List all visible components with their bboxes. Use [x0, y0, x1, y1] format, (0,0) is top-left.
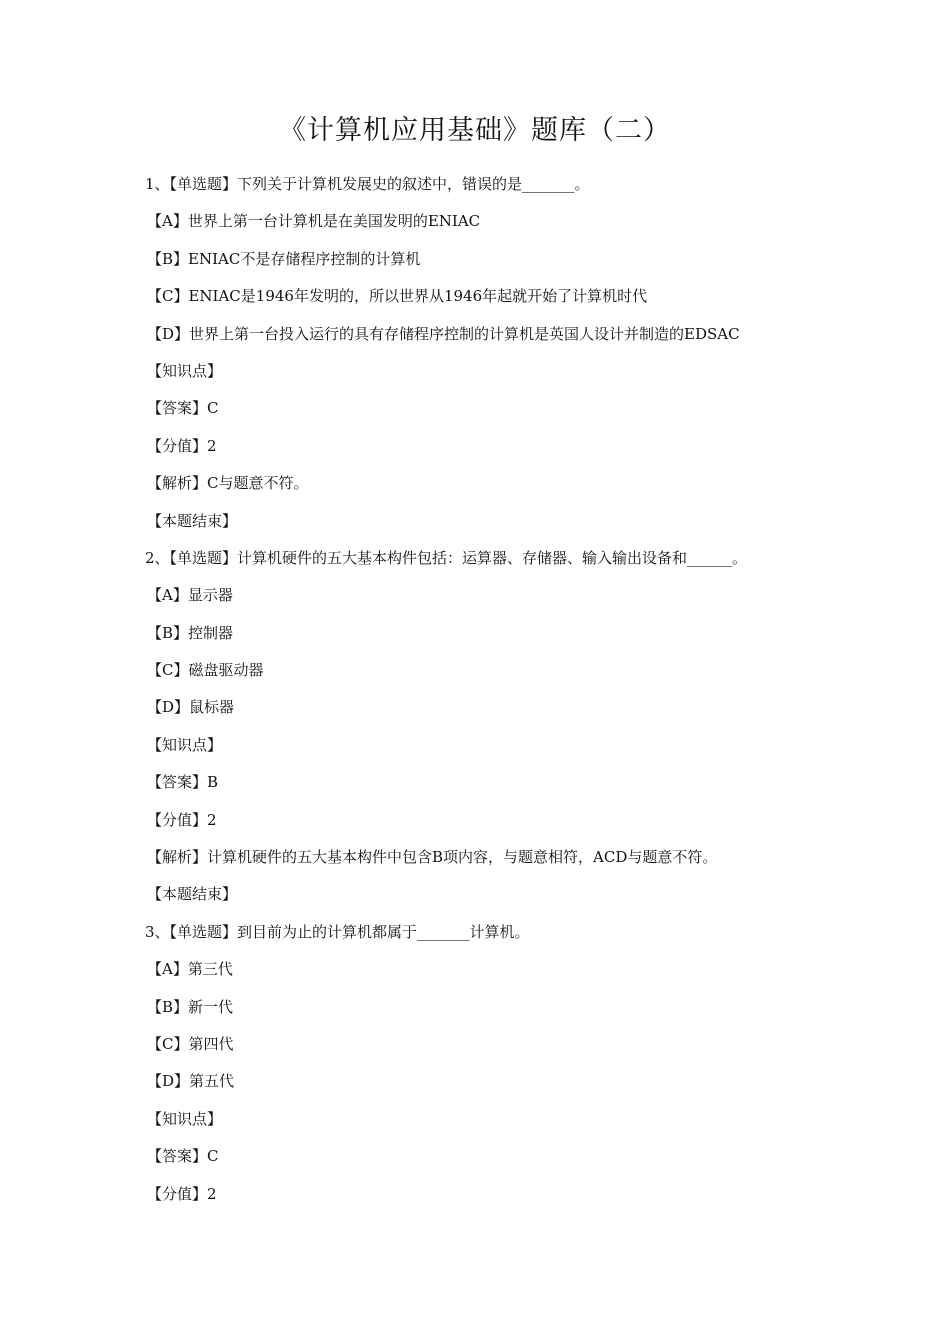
- option-a: 【A】世界上第一台计算机是在美国发明的ENIAC: [147, 212, 481, 231]
- option-d: 【D】鼠标器: [147, 698, 235, 717]
- question-stem: 3、【单选题】到目前为止的计算机都属于_______计算机。: [145, 922, 530, 941]
- answer: 【答案】B: [147, 773, 219, 792]
- question-stem: 1、【单选题】下列关于计算机发展史的叙述中，错误的是_______。: [145, 175, 590, 193]
- option-b: 【B】ENIAC不是存储程序控制的计算机: [147, 249, 421, 268]
- option-c: 【C】ENIAC是1946年发明的，所以世界从1946年起就开始了计算机时代: [147, 287, 648, 306]
- option-b: 【B】控制器: [147, 623, 234, 642]
- score: 【分值】2: [147, 1184, 217, 1203]
- question-end: 【本题结束】: [147, 885, 238, 904]
- option-d: 【D】世界上第一台投入运行的具有存储程序控制的计算机是英国人设计并制造的EDSAC: [147, 324, 740, 343]
- score: 【分值】2: [147, 810, 217, 829]
- answer: 【答案】C: [147, 1147, 219, 1166]
- score: 【分值】2: [147, 436, 217, 455]
- question-3: [145, 919, 905, 1218]
- question-list: [145, 171, 905, 1218]
- analysis: 【解析】计算机硬件的五大基本构件中包含B项内容，与题意相符，ACD与题意不符。: [147, 848, 718, 867]
- question-end: 【本题结束】: [147, 511, 238, 530]
- knowledge-point: 【知识点】: [147, 361, 223, 380]
- answer: 【答案】C: [147, 399, 219, 418]
- question-stem: 2、【单选题】计算机硬件的五大基本构件包括：运算器、存储器、输入输出设备和______。: [145, 548, 748, 567]
- knowledge-point: 【知识点】: [147, 1109, 223, 1128]
- analysis: 【解析】C与题意不符。: [147, 474, 309, 493]
- option-b: 【B】新一代: [147, 997, 234, 1016]
- option-c: 【C】磁盘驱动器: [147, 661, 264, 680]
- option-a: 【A】第三代: [147, 960, 233, 979]
- option-c: 【C】第四代: [147, 1034, 234, 1053]
- option-a: 【A】显示器: [147, 586, 233, 605]
- question-2: [145, 545, 905, 919]
- question-1: [145, 171, 905, 545]
- document-title: 《计算机应用基础》题库（二）: [279, 115, 671, 146]
- knowledge-point: 【知识点】: [147, 735, 223, 754]
- option-d: 【D】第五代: [147, 1072, 235, 1091]
